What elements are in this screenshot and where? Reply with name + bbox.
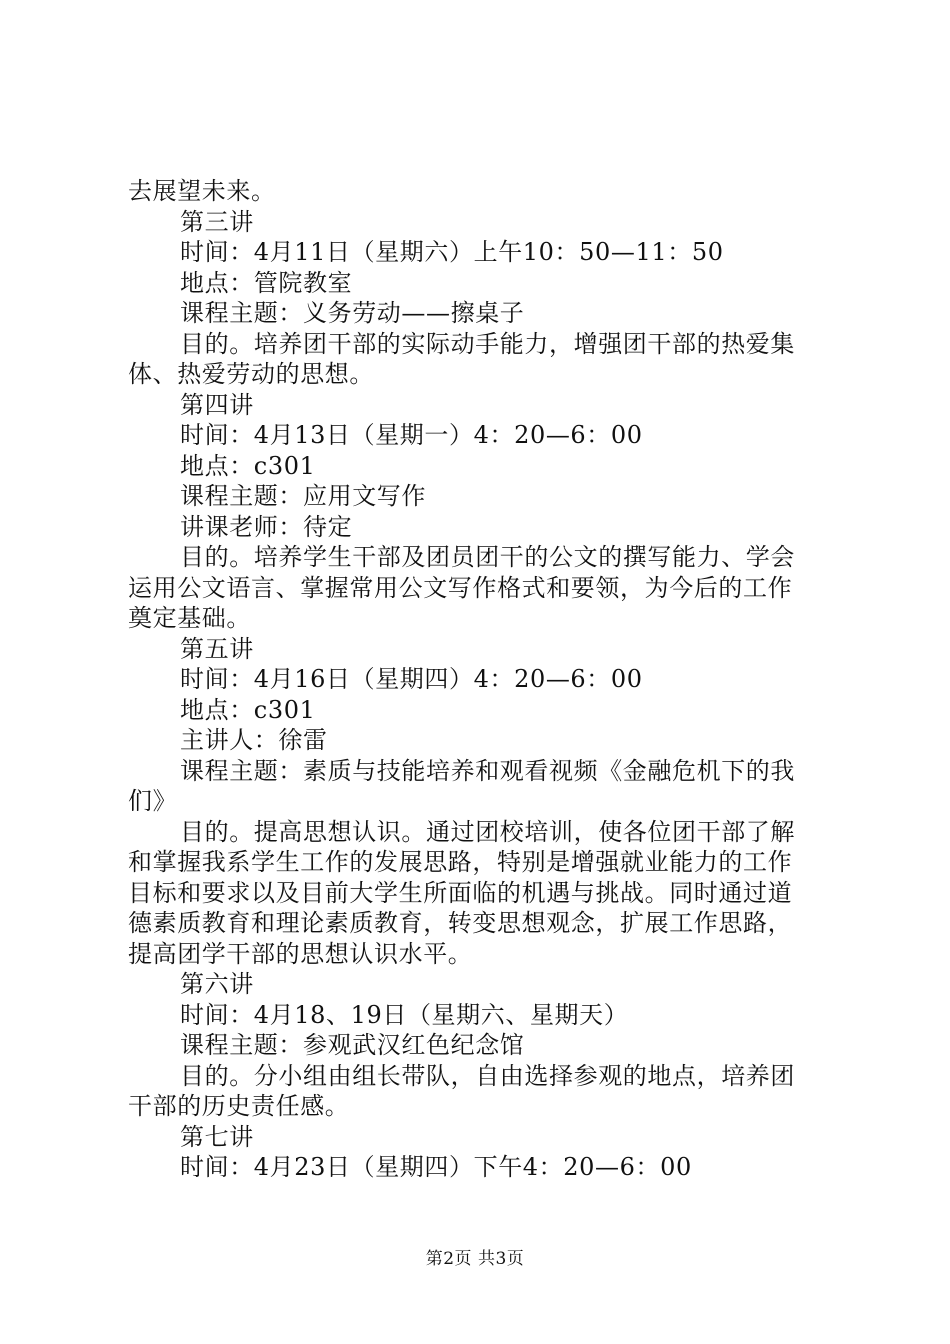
text-line: 德素质教育和理论素质教育，转变思想观念，扩展工作思路，	[128, 909, 793, 937]
text-line: 目的。培养团干部的实际动手能力，增强团干部的热爱集	[180, 329, 795, 358]
text-line: 地点：管院教室	[180, 268, 353, 297]
text-line: 目的。提高思想认识。通过团校培训，使各位团干部了解	[180, 817, 795, 846]
text-line: 时间：4月11日（星期六）上午10：50—11：50	[180, 238, 724, 266]
text-line: 第四讲	[180, 390, 254, 419]
document-body	[128, 176, 840, 1183]
text-line: 奠定基础。	[128, 604, 251, 632]
text-line: 目的。培养学生干部及团员团干的公文的撰写能力、学会	[180, 543, 795, 571]
text-line: 提高团学干部的思想认识水平。	[128, 939, 473, 968]
page-footer: 第2页 共3页	[425, 1249, 525, 1269]
text-line: 第三讲	[180, 207, 254, 236]
text-line: 干部的历史责任感。	[128, 1092, 350, 1120]
text-line: 运用公文语言、掌握常用公文写作格式和要领，为今后的工作	[128, 573, 793, 602]
text-line: 第七讲	[180, 1122, 254, 1151]
text-line: 们》	[128, 787, 178, 815]
text-line: 体、热爱劳动的思想。	[128, 360, 374, 388]
text-line: 课程主题：应用文写作	[180, 482, 426, 510]
text-line: 时间：4月18、19日（星期六、星期天）	[180, 1000, 629, 1029]
text-line: 目的。分小组由组长带队，自由选择参观的地点，培养团	[180, 1061, 795, 1090]
text-line: 和掌握我系学生工作的发展思路，特别是增强就业能力的工作	[128, 848, 793, 876]
text-line: 时间：4月16日（星期四）4：20—6：00	[180, 665, 643, 693]
text-line: 主讲人：徐雷	[180, 726, 328, 754]
text-line: 时间：4月23日（星期四）下午4：20—6：00	[180, 1153, 692, 1181]
text-line: 讲课老师：待定	[180, 512, 353, 541]
text-line: 去展望未来。	[128, 177, 276, 205]
text-line: 地点：c301	[180, 451, 316, 480]
text-line: 第六讲	[180, 970, 254, 998]
text-line: 第五讲	[180, 634, 254, 663]
text-line: 时间：4月13日（星期一）4：20—6：00	[180, 421, 643, 449]
text-line: 课程主题：素质与技能培养和观看视频《金融危机下的我	[180, 756, 795, 785]
text-line: 地点：c301	[180, 695, 316, 724]
text-line: 课程主题：参观武汉红色纪念馆	[180, 1031, 525, 1059]
text-line: 目标和要求以及目前大学生所面临的机遇与挑战。同时通过道	[128, 878, 793, 907]
text-line: 课程主题：义务劳动——擦桌子	[180, 299, 525, 327]
